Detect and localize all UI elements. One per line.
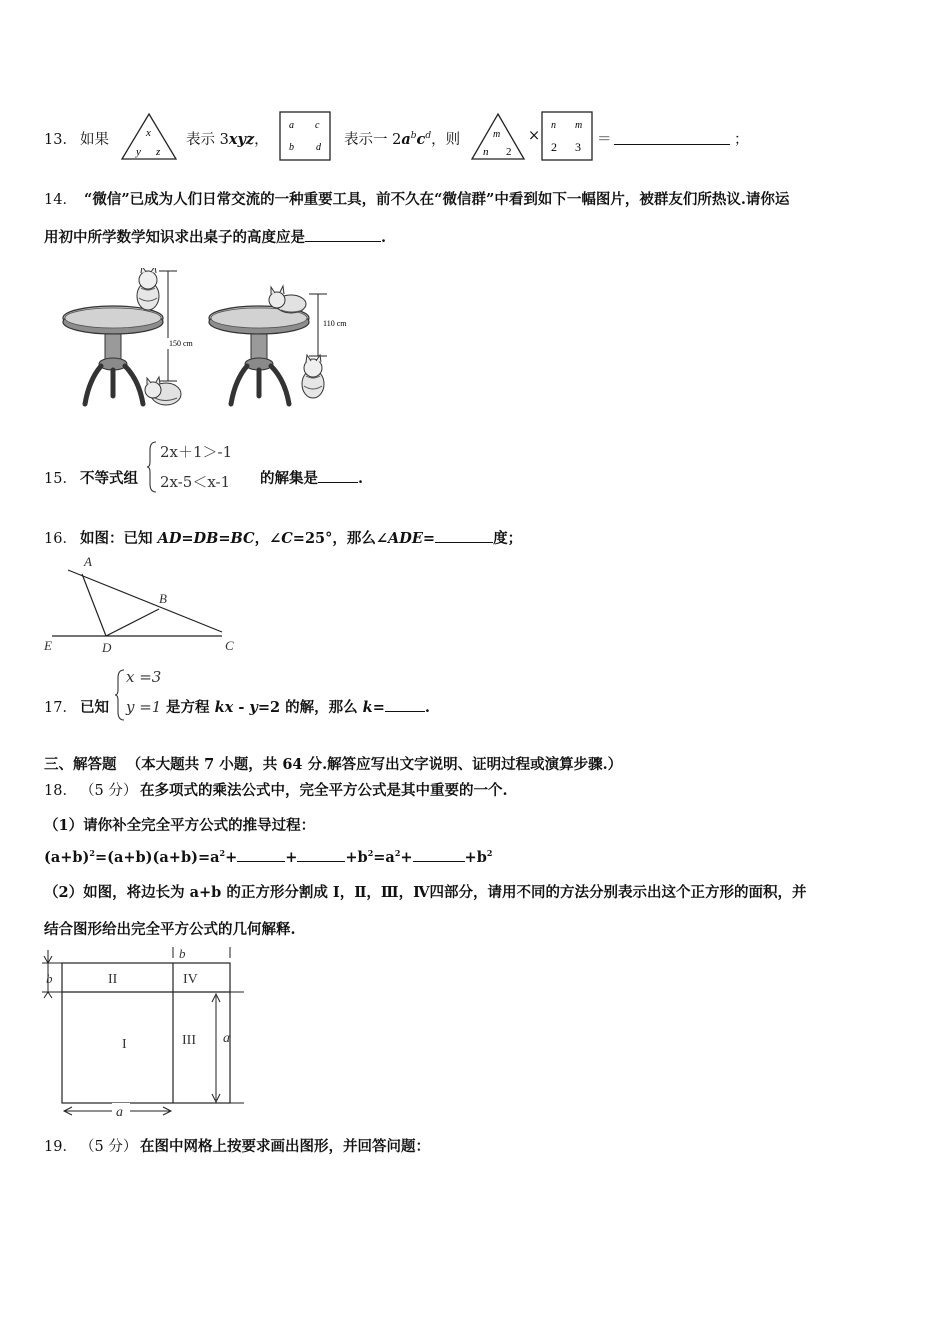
q17-number: 17． [44,700,77,716]
q17-equation-1: x =3 [126,668,162,686]
region-I-label: I [122,1037,127,1052]
q13-number: 13． [44,132,77,148]
tri2-left: n [483,146,489,158]
q13-text-1: 表示 3xyz， [186,131,269,148]
q13-answer-blank[interactable] [614,130,730,149]
box2-tr: m [575,120,583,131]
section-3-heading: 三、解答题 （本大题共 7 小题，共 64 分.解答应写出文字说明、证明过程或演算步骤.） [44,756,623,773]
q13-text-2: 表示一 $2a^bc^d$，则 [344,131,461,148]
q17-equation-2: y =1 [126,698,162,716]
q14-table-cat-illustration [55,268,355,418]
right-a-label: a [223,1031,230,1046]
right-table-figure [209,286,347,404]
tri1-top: x [146,127,151,139]
q13-equals: ＝ [597,132,612,148]
q13-intro: 如果 [80,132,109,148]
q13-box-symbol-1 [278,110,332,162]
outer-square [62,963,230,1103]
box2-br: 3 [575,140,581,154]
tri1-left: y [136,146,141,158]
q18-part-1: （1）请你补全完全平方公式的推导过程： [44,817,316,834]
q13-end: ； [734,132,749,148]
q13-box-symbol-2 [540,110,594,162]
q16-text: 如图：已知 AD=DB=BC，∠C=25°，那么∠ADE= 度； [80,530,523,547]
q19-number: 19． [44,1139,77,1155]
region-IV-label: IV [183,972,198,987]
q18-text: 在多项式的乘法公式中，完全平方公式是其中重要的一个. [140,782,508,799]
q18-square-figure [40,944,246,1120]
region-III-label: III [182,1033,196,1048]
line-A-C [68,570,222,632]
q14-number: 14． [44,192,77,208]
label-A: A [84,554,92,569]
region-II-label: II [108,972,118,987]
q15-text: 不等式组 [80,470,138,487]
label-D: D [102,640,112,655]
q18-blank-2[interactable] [297,847,345,862]
tri2-right: 2 [506,146,512,158]
tri1-right: z [156,146,161,158]
q15-answer-blank[interactable] [318,468,358,483]
q19-score: （5 分） [80,1139,138,1155]
top-b-label: b [179,946,186,961]
q17-text: 已知 [80,699,109,716]
label-E: E [44,638,52,653]
left-table-figure [63,268,205,405]
label-C: C [225,638,234,653]
q15-tail: 的解集是 . [260,470,364,487]
q18-part-2-line-1: （2）如图，将边长为 a+b 的正方形分割成 Ⅰ，Ⅱ，Ⅲ，Ⅳ四部分，请用不同的方法分别表示出这个正方形的面积，并 [44,884,807,901]
box1-b: b [289,142,294,153]
q17-answer-blank[interactable] [385,697,425,712]
q19-text: 在图中网格上按要求画出图形，并回答问题： [140,1138,430,1155]
q17-tail: 是方程 kx - y=2 的解，那么 k= . [166,699,430,716]
q17-brace [114,668,126,722]
q13-times: × [528,128,541,144]
q14-line-1: “微信”已成为人们日常交流的一种重要工具，前不久在“微信群”中看到如下一幅图片，被群友们所热议.请你运 [84,191,790,208]
q18-part-2-line-2: 结合图形给出完全平方公式的几何解释. [44,921,296,938]
box1-d: d [316,142,321,153]
q16-answer-blank[interactable] [435,528,493,543]
bottom-a-label: a [116,1105,123,1120]
q18-blank-1[interactable] [237,847,285,862]
q18-blank-3[interactable] [413,847,465,862]
line-D-B [106,609,159,636]
q18-number: 18． [44,783,77,799]
box1-c: c [315,120,320,131]
q13-triangle-symbol-1 [120,112,178,162]
q13-triangle-symbol-2 [470,112,526,162]
left-b-label: b [46,971,53,986]
q15-inequality-2: 2x-5＜x-1 [160,473,231,491]
q14-answer-blank[interactable] [305,227,381,242]
label-110cm: 110 cm [323,319,347,328]
label-150cm: 150 cm [169,339,193,348]
q18-score: （5 分） [80,783,138,799]
tri2-top: m [493,129,501,140]
box2-tl: n [551,120,556,131]
q15-number: 15． [44,471,77,487]
box1-a: a [289,120,294,131]
label-B: B [159,591,167,606]
q16-number: 16． [44,531,77,547]
q16-triangle-figure [40,552,250,656]
q14-line-2: 用初中所学数学知识求出桌子的高度应是 . [44,229,387,246]
q15-brace [146,440,158,494]
q18-formula: $(a+b)^2=(a+b)(a+b)=a^2+ + +b^2=a^2+ +b^2$ [44,848,493,866]
box2-bl: 2 [551,140,557,154]
q15-inequality-1: 2x＋1＞-1 [160,443,233,461]
